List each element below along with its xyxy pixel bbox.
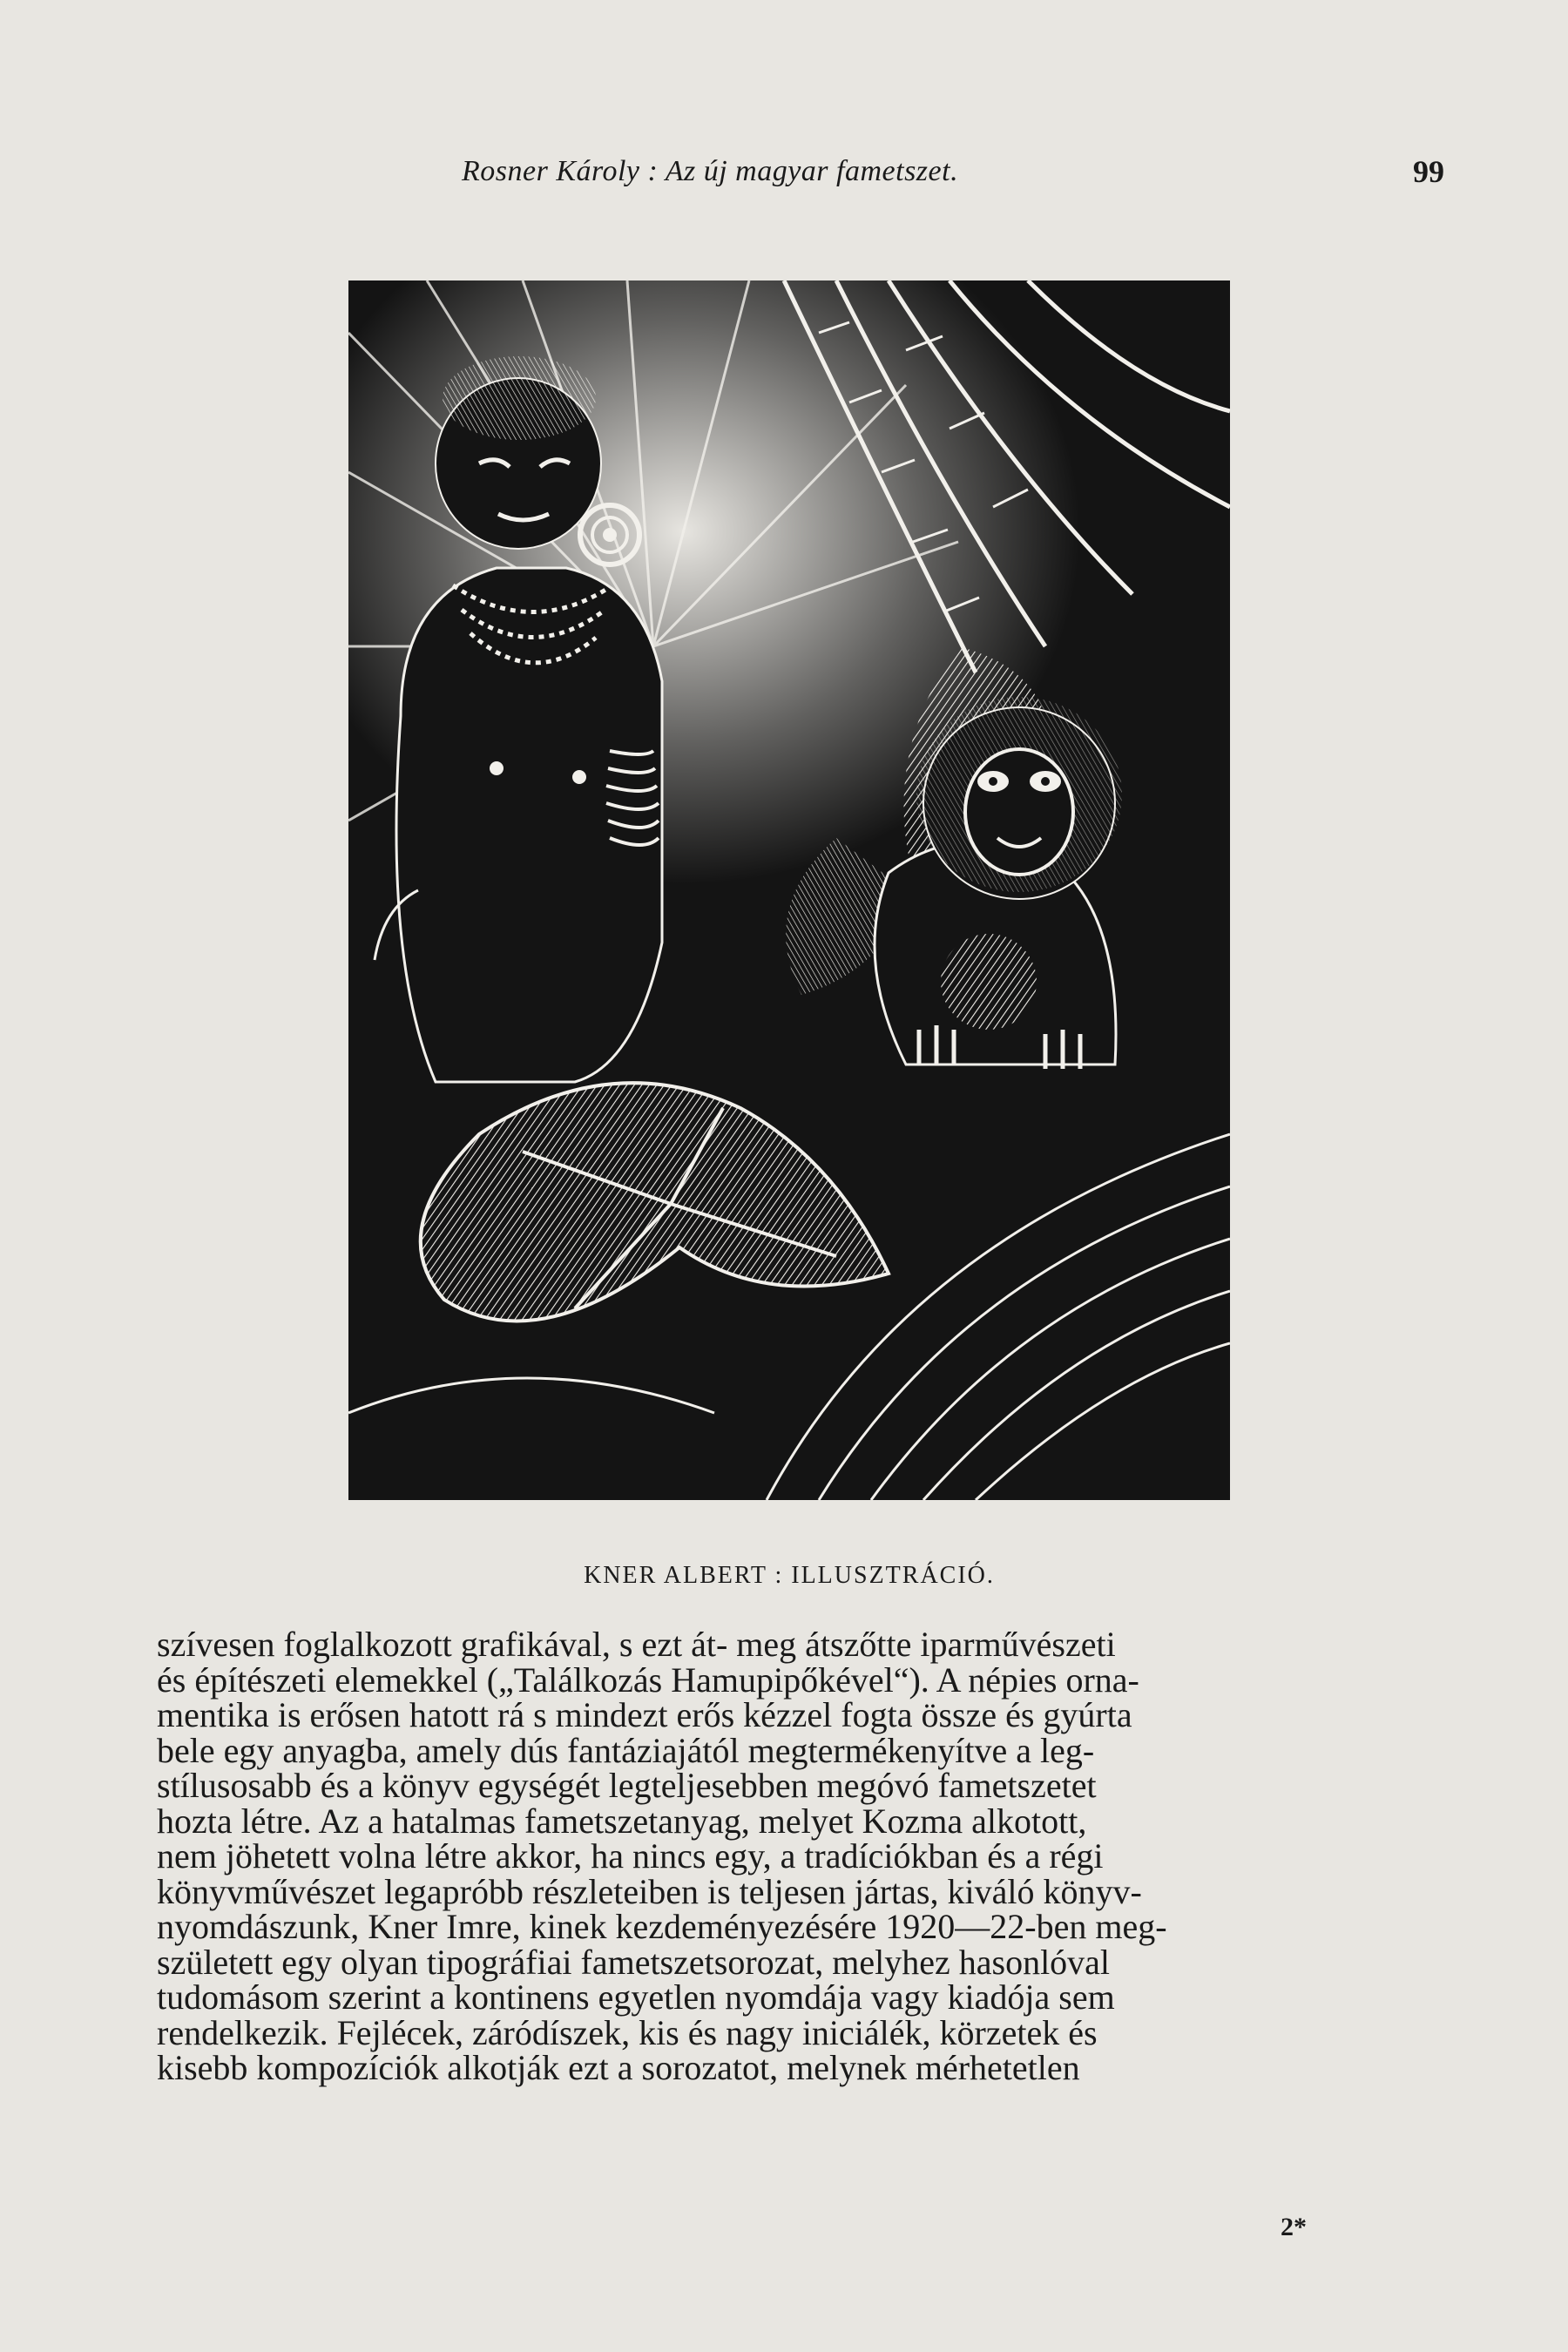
text-line: könyvművészet legapróbb részleteiben is teljesen jártas, kiváló könyv- (157, 1871, 1142, 1911)
figure-caption: KNER ALBERT : ILLUSZTRÁCIÓ. (584, 1562, 995, 1589)
running-head: Rosner Károly : Az új magyar fametszet. (462, 155, 959, 187)
text-line: bele egy anyagba, amely dús fantáziajától megtermékenyítve a leg- (157, 1730, 1095, 1770)
text-line: hozta létre. Az a hatalmas fametszetanyag, melyet Kozma alkotott, (157, 1801, 1087, 1841)
signature-mark: 2* (1281, 2213, 1307, 2241)
text-line: nem jöhetett volna létre akkor, ha nincs egy, a tradíciókban és a régi (157, 1836, 1104, 1876)
text-line: és építészeti elemekkel („Találkozás Hamupipőkével“). A népies orna- (157, 1659, 1139, 1700)
text-line: szívesen foglalkozott grafikával, s ezt át- meg átszőtte iparművészeti (157, 1625, 1116, 1664)
page-number: 99 (1413, 154, 1444, 189)
woodcut-image (348, 280, 1230, 1500)
body-text (157, 1627, 1429, 2086)
text-line: stílusosabb és a könyv egységét legteljesebben megóvó fametszetet (157, 1766, 1097, 1805)
text-line: kisebb kompozíciók alkotják ezt a sorozatot, melynek mérhetetlen (157, 2048, 1080, 2087)
woodcut-illustration (348, 280, 1230, 1500)
text-line: született egy olyan tipográfiai fametszetsorozat, melyhez hasonlóval (157, 1942, 1111, 1982)
text-line: nyomdászunk, Kner Imre, kinek kezdeményezésére 1920—22-ben meg- (157, 1907, 1167, 1946)
text-line: mentika is erősen hatott rá s mindezt erős kézzel fogta össze és gyúrta (157, 1695, 1132, 1734)
text-line: tudomásom szerint a kontinens egyetlen nyomdája vagy kiadója sem (157, 1977, 1115, 2017)
text-line: rendelkezik. Fejlécek, záródíszek, kis és nagy iniciálék, körzetek és (157, 2012, 1098, 2052)
